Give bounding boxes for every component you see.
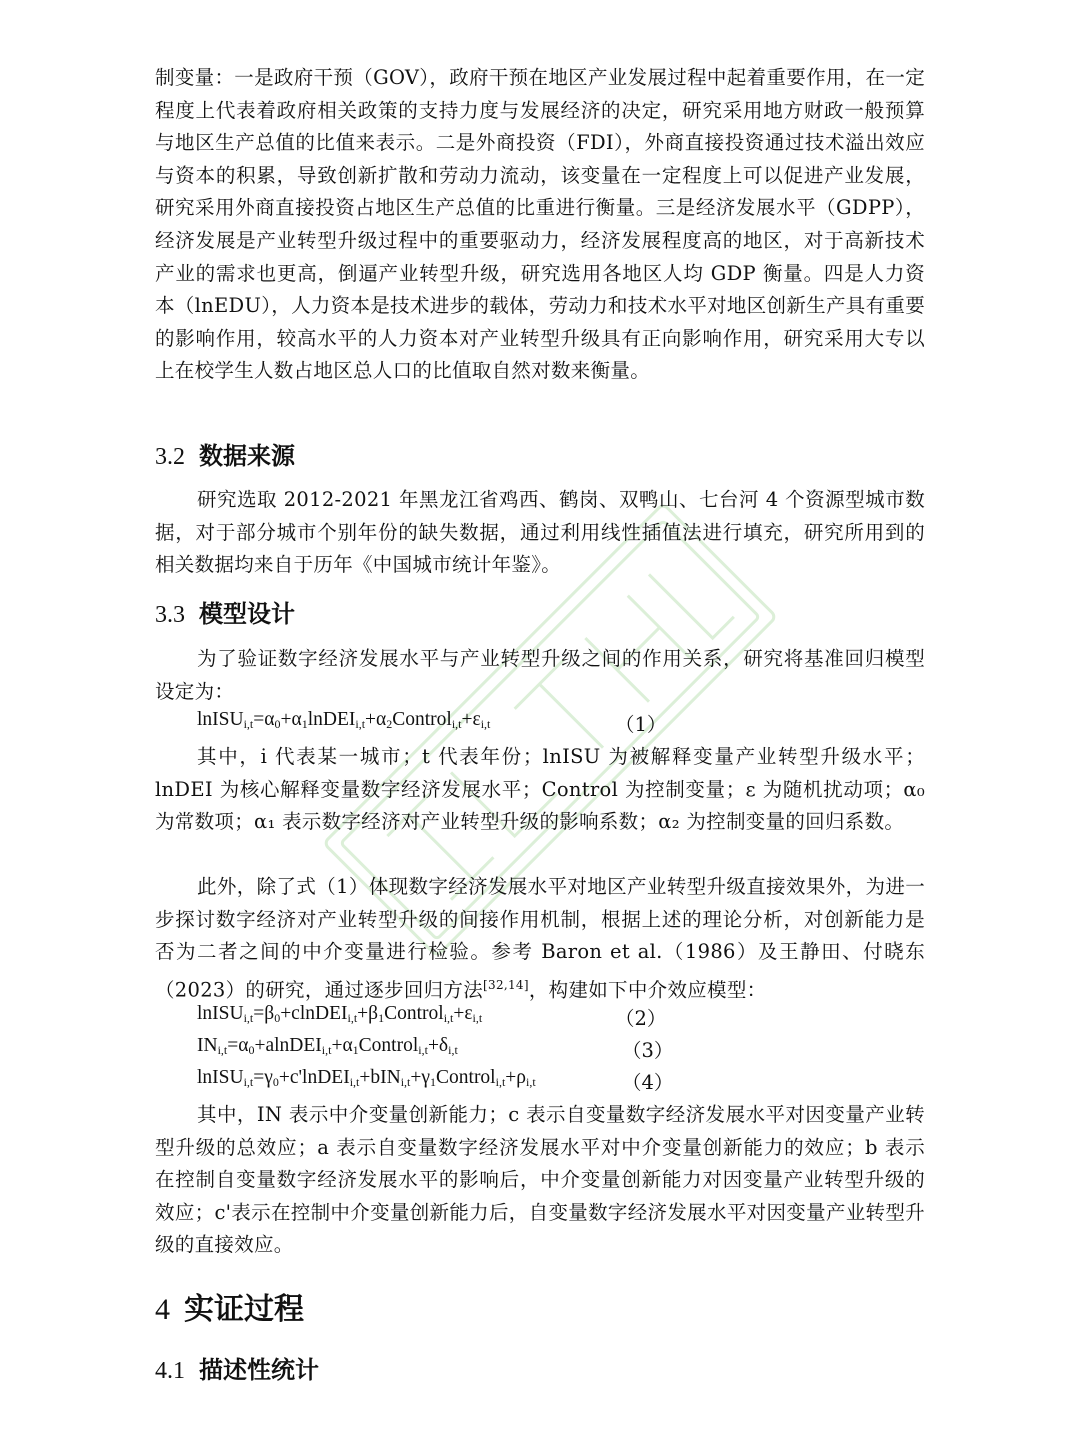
equation-1: $lnISU_{i,t}=\alpha_0+\alpha_1lnDEI_{i,t}+\alpha_2Control_{i,t}+\varepsilon_{i,t}$ [197,709,491,731]
equation-4: $lnISU_{i,t}=\gamma_0+c'lnDEI_{i,t}+bIN_{i,t}+\gamma_1Control_{i,t}+\rho_{i,t}$ [197,1067,536,1089]
section-title: 描述性统计 [199,1356,319,1384]
section-heading-3-3 [155,594,295,629]
eq1-explain-block [155,741,925,839]
data-source-block [155,484,925,582]
equation-4-label: （4） [622,1071,674,1094]
chapter-title: 实证过程 [184,1292,304,1327]
paragraph-eq1-explain: 其中，i 代表某一城市；t 代表年份；lnISU 为被解释变量产业转型升级水平；lnDEI 为核心解释变量数字经济发展水平；Control 为控制变量；ε 为随机扰动项；α₀ 为常数项；α₁ 表示数字经济对产业转型升级的影响系数；α₂ 为控制变量的回归系数。 [155,745,925,834]
citation[interactable]: [32,14] [483,977,529,992]
section-number: 3.3 [155,602,185,628]
equation-3-label: （3） [622,1039,674,1062]
paragraph-model-intro: 为了验证数字经济发展水平与产业转型升级之间的作用关系，研究将基准回归模型设定为： [155,647,925,703]
paragraph-control-variables: 制变量：一是政府干预（GOV），政府干预在地区产业发展过程中起着重要作用，在一定程度上代表着政府相关政策的支持力度与发展经济的决定，研究采用地方财政一般预算与地区生产总值的比值来表示。二是外商投资（FDI），外商直接投资通过技术溢出效应与资本的积累，导致创新扩散和劳动力流动，该变量在一定程度上可以促进产业发展，研究采用外商直接投资占地区生产总值的比重进行衡量。三是经济发展水平（GDPP），经济发展是产业转型升级过程中的重要驱动力，经济发展程度高的地区，对于高新技术产业的需求也更高，倒逼产业转型升级，研究选用各地区人均 GDP 衡量。四是人力资本（lnEDU），人力资本是技术进步的载体，劳动力和技术水平对地区创新生产具有重要的影响作用，较高水平的人力资本对产业转型升级具有正向影响作用，研究采用大专以上在校学生人数占地区总人口的比值取自然对数来衡量。 [155,66,925,383]
eq-explain-block [155,1099,925,1262]
chapter-number: 4 [155,1293,170,1326]
equation-2: $lnISU_{i,t}=\beta_0+clnDEI_{i,t}+\beta_1Control_{i,t}+\varepsilon_{i,t}$ [197,1003,483,1025]
model-intro-block [155,643,925,708]
section-number: 4.1 [155,1358,185,1384]
section-title: 数据来源 [199,442,295,470]
controls-paragraph-block [155,62,925,388]
equation-1-label: （1） [615,713,667,736]
chapter-heading-4 [155,1284,304,1328]
mediation-block [155,871,925,1007]
section-heading-4-1 [155,1350,319,1385]
section-number: 3.2 [155,444,185,470]
equation-3: $IN_{i,t}=\alpha_0+alnDEI_{i,t}+\alpha_1Control_{i,t}+\delta_{i,t}$ [197,1035,458,1057]
paragraph-mediation: 此外，除了式（1）体现数字经济发展水平对地区产业转型升级直接效果外，为进一步探讨数字经济对产业转型升级的间接作用机制，根据上述的理论分析，对创新能力是否为二者之间的中介变量进行检验。参考 Baron et al.（1986）及王静田、付晓东（2023）的研究，通过逐步回归方法[32,14]，构建如下中介效应模型： [155,875,925,1002]
section-heading-3-2 [155,436,295,471]
paragraph-eq-explain: 其中，IN 表示中介变量创新能力；c 表示自变量数字经济发展水平对因变量产业转型升级的总效应；a 表示自变量数字经济发展水平对中介变量创新能力的效应；b 表示在控制自变量数字经济发展水平的影响后，中介变量创新能力对因变量产业转型升级的效应；c'表示在控制中介变量创新能力后，自变量数字经济发展水平对因变量产业转型升级的直接效应。 [155,1103,925,1257]
paragraph-data-source: 研究选取 2012-2021 年黑龙江省鸡西、鹤岗、双鸭山、七台河 4 个资源型城市数据，对于部分城市个别年份的缺失数据，通过利用线性插值法进行填充，研究所用到的相关数据均来自于历年《中国城市统计年鉴》。 [155,488,925,577]
equation-2-label: （2） [615,1007,667,1030]
section-title: 模型设计 [199,600,295,628]
